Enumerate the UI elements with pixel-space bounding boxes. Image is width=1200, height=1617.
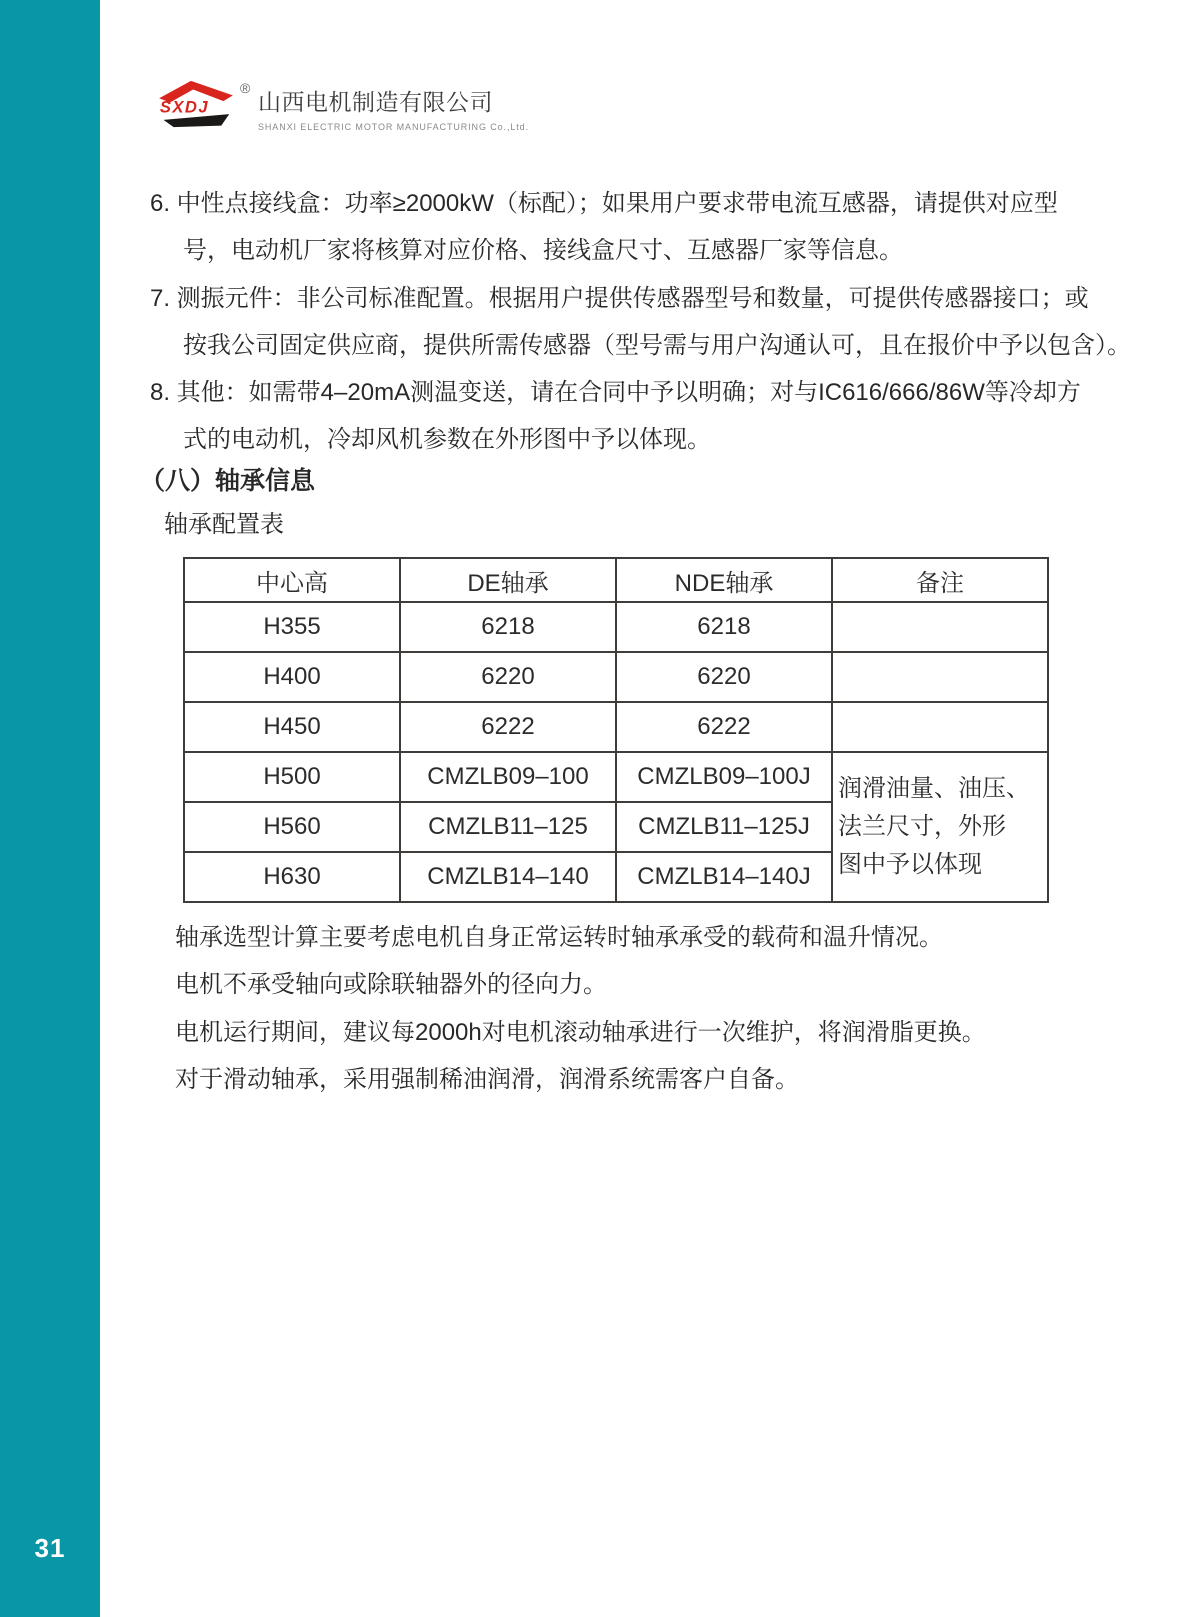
remark-line: 润滑油量、油压、 bbox=[838, 775, 1030, 802]
left-accent-bar bbox=[0, 0, 100, 1617]
cell-remark-empty bbox=[832, 702, 1048, 752]
table-row bbox=[184, 602, 1048, 652]
cell-nde-bearing: 6218 bbox=[616, 602, 832, 652]
note-paragraph: 轴承选型计算主要考虑电机自身正常运转时轴承承受的载荷和温升情况。 bbox=[175, 924, 943, 951]
list-item-7-line2: 按我公司固定供应商，提供所需传感器（型号需与用户沟通认可，且在报价中予以包含）。 bbox=[183, 332, 1131, 359]
cell-remark-empty bbox=[832, 602, 1048, 652]
cell-center-height: H355 bbox=[184, 602, 400, 652]
cell-nde-bearing: 6222 bbox=[616, 702, 832, 752]
table-header-row bbox=[184, 558, 1048, 602]
table-row bbox=[184, 652, 1048, 702]
cell-remark-empty bbox=[832, 652, 1048, 702]
cell-center-height: H400 bbox=[184, 652, 400, 702]
cell-center-height: H560 bbox=[184, 802, 400, 852]
registered-trademark-icon: ® bbox=[240, 80, 251, 96]
table-row bbox=[184, 702, 1048, 752]
cell-de-bearing: 6218 bbox=[400, 602, 616, 652]
col-header-remark: 备注 bbox=[832, 558, 1048, 602]
sxdj-logo-icon bbox=[156, 78, 236, 130]
table-row bbox=[184, 752, 1048, 802]
note-paragraph: 电机运行期间，建议每2000h对电机滚动轴承进行一次维护，将润滑脂更换。 bbox=[175, 1019, 986, 1046]
list-item-6-line2: 号，电动机厂家将核算对应价格、接线盒尺寸、互感器厂家等信息。 bbox=[183, 237, 903, 264]
note-paragraph: 对于滑动轴承，采用强制稀油润滑，润滑系统需客户自备。 bbox=[175, 1066, 799, 1093]
table-caption: 轴承配置表 bbox=[164, 511, 284, 538]
col-header-nde-bearing: NDE轴承 bbox=[616, 558, 832, 602]
svg-text:SXDJ: SXDJ bbox=[159, 97, 210, 117]
cell-center-height: H450 bbox=[184, 702, 400, 752]
cell-center-height: H630 bbox=[184, 852, 400, 902]
cell-de-bearing: CMZLB14–140 bbox=[400, 852, 616, 902]
cell-remark-merged bbox=[832, 752, 1048, 902]
cell-nde-bearing: CMZLB09–100J bbox=[616, 752, 832, 802]
cell-center-height: H500 bbox=[184, 752, 400, 802]
col-header-center-height: 中心高 bbox=[184, 558, 400, 602]
cell-nde-bearing: CMZLB14–140J bbox=[616, 852, 832, 902]
company-name-block bbox=[258, 84, 529, 132]
cell-de-bearing: 6220 bbox=[400, 652, 616, 702]
page-number: 31 bbox=[34, 1533, 66, 1563]
list-item-7-line1: 7. 测振元件：非公司标准配置。根据用户提供传感器型号和数量，可提供传感器接口；或 bbox=[150, 285, 1089, 312]
cell-de-bearing: CMZLB09–100 bbox=[400, 752, 616, 802]
section-heading: （八）轴承信息 bbox=[140, 467, 316, 495]
cell-nde-bearing: CMZLB11–125J bbox=[616, 802, 832, 852]
list-item-8-line2: 式的电动机，冷却风机参数在外形图中予以体现。 bbox=[183, 426, 711, 453]
list-item-8-line1: 8. 其他：如需带4–20mA测温变送，请在合同中予以明确；对与IC616/666/86W等冷却方 bbox=[150, 379, 1081, 406]
bearing-config-table bbox=[183, 557, 1049, 903]
list-item-6-line1: 6. 中性点接线盒：功率≥2000kW（标配）；如果用户要求带电流互感器，请提供对应型 bbox=[150, 190, 1058, 217]
note-paragraph: 电机不承受轴向或除联轴器外的径向力。 bbox=[175, 971, 607, 998]
cell-de-bearing: 6222 bbox=[400, 702, 616, 752]
company-name-en: SHANXI ELECTRIC MOTOR MANUFACTURING Co.,Ltd. bbox=[258, 122, 529, 132]
remark-line: 法兰尺寸，外形 bbox=[838, 813, 1006, 840]
remark-line: 图中予以体现 bbox=[838, 851, 982, 878]
col-header-de-bearing: DE轴承 bbox=[400, 558, 616, 602]
company-name-cn: 山西电机制造有限公司 bbox=[258, 89, 493, 115]
cell-nde-bearing: 6220 bbox=[616, 652, 832, 702]
cell-de-bearing: CMZLB11–125 bbox=[400, 802, 616, 852]
